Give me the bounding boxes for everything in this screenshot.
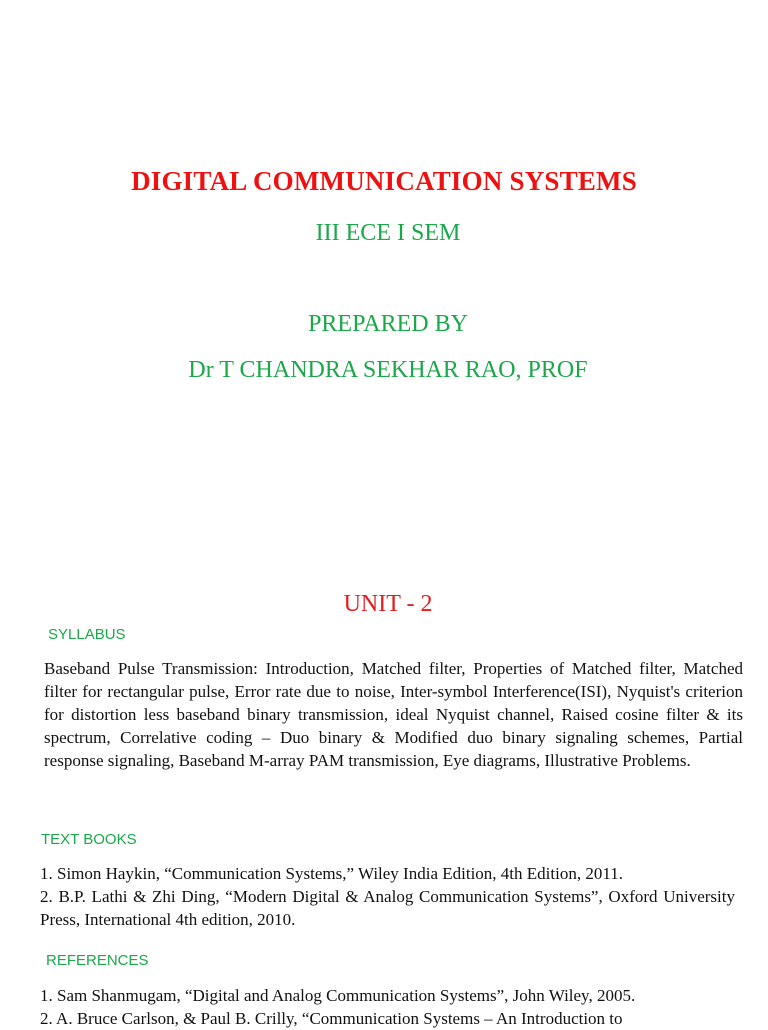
syllabus-text: Baseband Pulse Transmission: Introduction, Matched filter, Properties of Matched filter, Matched filter for rectangular pulse, Error rate due to noise, Inter-symbol Interference(ISI), Nyquist's criterion for distortion less baseband binary transmission, ideal Nyquist channel, Raised cosine filter & its spectrum, Correlative coding – Duo binary & Modified duo binary signaling schemes, Partial response signaling, Baseband M-array PAM transmission, Eye diagrams, Illustrative Problems. (44, 659, 743, 770)
text-books-list (40, 862, 735, 931)
text-book-item: 2. B.P. Lathi & Zhi Ding, “Modern Digital & Analog Communication Systems”, Oxford University Press, International 4th edition, 2010. (40, 887, 735, 929)
references-heading: REFERENCES (46, 952, 149, 969)
text-books-heading: TEXT BOOKS (41, 831, 137, 848)
author-name: Dr T CHANDRA SEKHAR RAO, PROF (188, 357, 588, 383)
unit-heading: UNIT - 2 (343, 591, 433, 617)
reference-item: 1. Sam Shanmugam, “Digital and Analog Communication Systems”, John Wiley, 2005. (40, 986, 636, 1005)
text-book-item: 1. Simon Haykin, “Communication Systems,” Wiley India Edition, 4th Edition, 2011. (40, 864, 623, 883)
syllabus-heading: SYLLABUS (48, 626, 126, 643)
document-title: DIGITAL COMMUNICATION SYSTEMS (131, 166, 637, 196)
references-list (40, 984, 735, 1030)
course-subtitle: III ECE I SEM (315, 220, 461, 246)
prepared-by-label: PREPARED BY (308, 311, 468, 337)
reference-item: 2. A. Bruce Carlson, & Paul B. Crilly, “Communication Systems – An Introduction to (40, 1009, 623, 1028)
